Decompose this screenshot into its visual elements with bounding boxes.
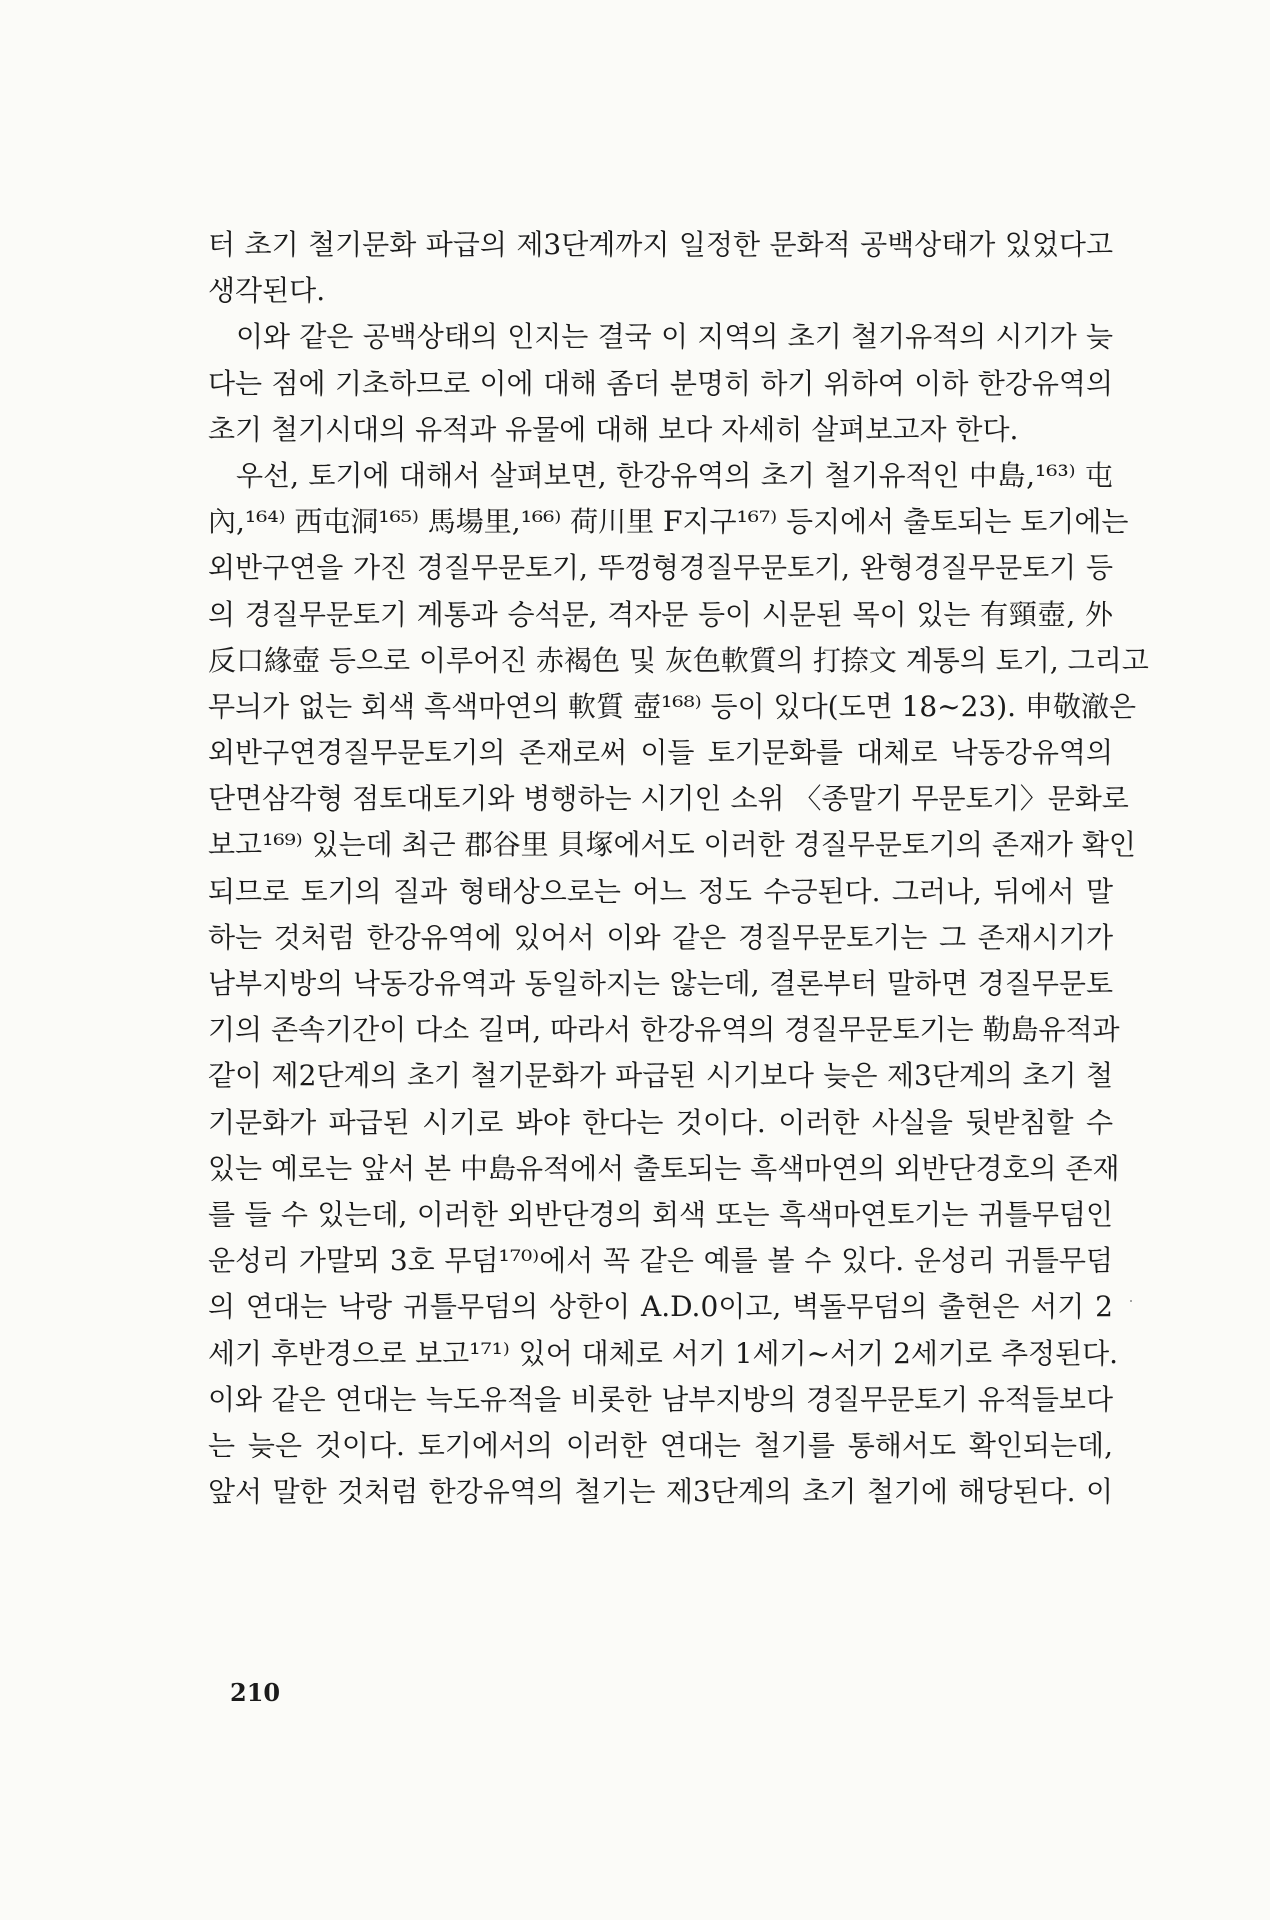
text-line: 보고¹⁶⁹⁾ 있는데 최근 郡谷里 貝塚에서도 이러한 경질무문토기의 존재가 확인	[208, 828, 1136, 862]
text-line: 앞서 말한 것처럼 한강유역의 철기는 제3단계의 초기 철기에 해당된다. 이	[208, 1475, 1113, 1509]
text-line: 외반구연경질무문토기의 존재로써 이들 토기문화를 대체로 낙동강유역의	[208, 736, 1113, 770]
text-line: 남부지방의 낙동강유역과 동일하지는 않는데, 결론부터 말하면 경질무문토	[208, 967, 1113, 1000]
text-line: 이와 같은 연대는 늑도유적을 비롯한 남부지방의 경질무문토기 유적들보다	[208, 1382, 1113, 1416]
text-line: 외반구연을 가진 경질무문토기, 뚜껑형경질무문토기, 완형경질무문토기 등	[208, 551, 1113, 585]
text-line: 反口緣壺 등으로 이루어진 赤褐色 및 灰色軟質의 打捺文 계통의 토기, 그리고	[208, 643, 1149, 677]
text-line: 우선, 토기에 대해서 살펴보면, 한강유역의 초기 철기유적인 中島,¹⁶³⁾ 屯	[236, 458, 1113, 492]
text-line: 세기 후반경으로 보고¹⁷¹⁾ 있어 대체로 서기 1세기~서기 2세기로 추정된다.	[208, 1336, 1119, 1370]
text-line: 이와 같은 공백상태의 인지는 결국 이 지역의 초기 철기유적의 시기가 늦	[236, 320, 1113, 354]
text-line: 터 초기 철기문화 파급의 제3단계까지 일정한 문화적 공백상태가 있었다고	[208, 228, 1113, 261]
text-line: 의 경질무문토기 계통과 승석문, 격자문 등이 시문된 목이 있는 有頸壺, 外	[208, 597, 1113, 631]
text-line: 단면삼각형 점토대토기와 병행하는 시기인 소위 〈종말기 무문토기〉문화로	[208, 782, 1129, 816]
text-line: 무늬가 없는 회색 흑색마연의 軟質 壺¹⁶⁸⁾ 등이 있다(도면 18~23). 申敬澈은	[208, 689, 1137, 723]
text-line: 같이 제2단계의 초기 철기문화가 파급된 시기보다 늦은 제3단계의 초기 철	[208, 1059, 1113, 1093]
text-line: 있는 예로는 앞서 본 中島유적에서 출토되는 흑색마연의 외반단경호의 존재	[208, 1151, 1120, 1185]
text-line: 는 늦은 것이다. 토기에서의 이러한 연대는 철기를 통해서도 확인되는데,	[208, 1428, 1113, 1462]
text-line: 기문화가 파급된 시기로 봐야 한다는 것이다. 이러한 사실을 뒷받침할 수	[208, 1105, 1113, 1139]
text-line: 다는 점에 기초하므로 이에 대해 좀더 분명히 하기 위하여 이하 한강유역의	[208, 366, 1113, 400]
text-line: 기의 존속기간이 다소 길며, 따라서 한강유역의 경질무문토기는 勒島유적과	[208, 1013, 1120, 1047]
body-text	[208, 222, 1149, 1515]
text-line: 생각된다.	[208, 274, 326, 308]
text-line: 되므로 토기의 질과 형태상으로는 어느 정도 수긍된다. 그러나, 뒤에서 말	[208, 874, 1113, 908]
text-line: 하는 것처럼 한강유역에 있어서 이와 같은 경질무문토기는 그 존재시기가	[208, 920, 1113, 954]
text-line: 內,¹⁶⁴⁾ 西屯洞¹⁶⁵⁾ 馬場里,¹⁶⁶⁾ 荷川里 F지구¹⁶⁷⁾ 등지에서 출토되는 토기에는	[208, 505, 1129, 539]
text-line: 초기 철기시대의 유적과 유물에 대해 보다 자세히 살펴보고자 한다.	[208, 412, 1019, 446]
text-line: 를 들 수 있는데, 이러한 외반단경의 회색 또는 흑색마연토기는 귀틀무덤인	[208, 1197, 1113, 1231]
speck	[1130, 1300, 1132, 1302]
page-number: 210	[230, 1678, 281, 1707]
text-line: 운성리 가말뫼 3호 무덤¹⁷⁰⁾에서 꼭 같은 예를 볼 수 있다. 운성리 귀틀무덤	[208, 1244, 1113, 1278]
text-line: 의 연대는 낙랑 귀틀무덤의 상한이 A.D.0이고, 벽돌무덤의 출현은 서기 2	[208, 1290, 1113, 1324]
